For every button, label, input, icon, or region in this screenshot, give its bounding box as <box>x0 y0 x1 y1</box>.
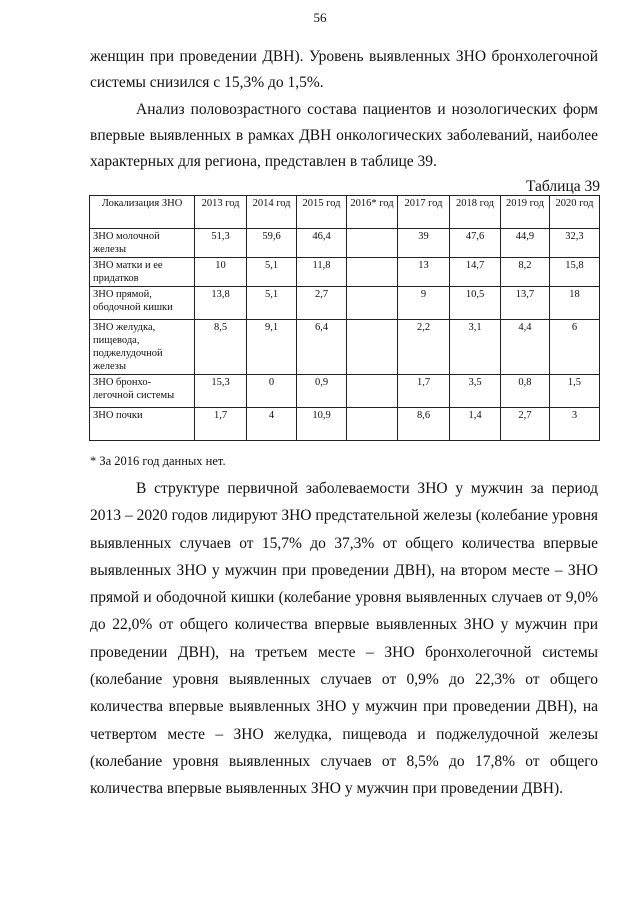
table-row <box>90 258 600 287</box>
header-2020: 2020 год <box>549 196 599 229</box>
table-cell: 5,1 <box>247 258 297 287</box>
table-cell: 8,2 <box>501 258 550 287</box>
row-label: ЗНО матки и ее придатков <box>90 258 195 287</box>
table-cell: 5,1 <box>247 287 297 320</box>
table-cell: 15,8 <box>549 258 599 287</box>
table-cell: 46,4 <box>297 229 347 258</box>
table-row <box>90 229 600 258</box>
header-2019: 2019 год <box>501 196 550 229</box>
table-cell: 11,8 <box>297 258 347 287</box>
table-cell <box>347 320 398 375</box>
table-row <box>90 375 600 408</box>
table-cell: 10 <box>195 258 247 287</box>
table-cell: 0,8 <box>501 375 550 408</box>
table-cell: 51,3 <box>195 229 247 258</box>
table-cell: 32,3 <box>549 229 599 258</box>
table-cell: 39 <box>398 229 450 258</box>
table-cell <box>347 408 398 441</box>
table-cell: 2,7 <box>297 287 347 320</box>
header-2018: 2018 год <box>450 196 501 229</box>
table-cell: 1,7 <box>398 375 450 408</box>
row-label: ЗНО молочной железы <box>90 229 195 258</box>
table-header-row <box>90 196 600 229</box>
table-cell: 6 <box>549 320 599 375</box>
table-cell: 2,7 <box>501 408 550 441</box>
table-cell: 3,5 <box>450 375 501 408</box>
table-cell: 0,9 <box>297 375 347 408</box>
table-cell: 13,7 <box>501 287 550 320</box>
table-cell: 2,2 <box>398 320 450 375</box>
table-cell: 3,1 <box>450 320 501 375</box>
paragraph-3: В структуре первичной заболеваемости ЗНО у мужчин за период 2013 – 2020 годов лидируют ЗНО предстательной железы (колебание уровня выявленных случаев от 15,7% до 37,3% от общего количества впервые выявленных ЗНО у мужчин при проведении ДВН), на втором месте – ЗНО прямой и ободочной кишки (колебание уровня выявленных случаев от 9,0% до 22,0% от общего количества впервые выявленных ЗНО у мужчин при проведении ДВН), на третьем месте – ЗНО бронхолегочной системы (колебание уровня выявленных случаев от 0,9% до 22,3% от общего количества впервые выявленных ЗНО у мужчин при проведении ДВН), на четвертом месте – ЗНО желудка, пищевода и поджелудочной железы (колебание уровня выявленных случаев от 8,5% до 17,8% от общего количества впервые выявленных ЗНО у мужчин при проведении ДВН). <box>90 480 598 798</box>
header-2017: 2017 год <box>398 196 450 229</box>
header-localization: Локализация ЗНО <box>90 196 195 229</box>
header-2014: 2014 год <box>247 196 297 229</box>
table-cell <box>347 229 398 258</box>
table-row <box>90 287 600 320</box>
table-cell: 9,1 <box>247 320 297 375</box>
table-cell: 8,6 <box>398 408 450 441</box>
table-caption: Таблица 39 <box>525 178 600 195</box>
table-cell: 1,7 <box>195 408 247 441</box>
table-cell: 1,5 <box>549 375 599 408</box>
table-cell: 18 <box>549 287 599 320</box>
table-row <box>90 408 600 441</box>
table-cell: 13 <box>398 258 450 287</box>
table-cell: 1,4 <box>450 408 501 441</box>
table-cell: 4,4 <box>501 320 550 375</box>
header-2015: 2015 год <box>297 196 347 229</box>
header-2013: 2013 год <box>195 196 247 229</box>
data-table <box>89 195 600 441</box>
table-cell: 47,6 <box>450 229 501 258</box>
row-label: ЗНО прямой, ободочной кишки <box>90 287 195 320</box>
table-cell: 4 <box>247 408 297 441</box>
table-cell: 44,9 <box>501 229 550 258</box>
table-cell: 9 <box>398 287 450 320</box>
table-cell: 10,9 <box>297 408 347 441</box>
table-cell: 8,5 <box>195 320 247 375</box>
table-cell: 10,5 <box>450 287 501 320</box>
table-cell: 59,6 <box>247 229 297 258</box>
table-cell: 13,8 <box>195 287 247 320</box>
table-cell <box>347 258 398 287</box>
paragraph-2: Анализ половозрастного состава пациентов и нозологических форм впервые выявленных в рамках ДВН онкологических заболеваний, наиболее характерных для региона, представлен в таблице 39. <box>90 101 598 170</box>
row-label: ЗНО желудка, пищевода, поджелудочной железы <box>90 320 195 375</box>
row-label: ЗНО почки <box>90 408 195 441</box>
paragraph-1: женщин при проведении ДВН). Уровень выявленных ЗНО бронхолегочной системы снизился с 15,3% до 1,5%. <box>90 48 598 91</box>
row-label: ЗНО бронхо-легочной системы <box>90 375 195 408</box>
page-number: 56 <box>313 10 327 25</box>
table-cell: 3 <box>549 408 599 441</box>
table-cell: 0 <box>247 375 297 408</box>
table-row <box>90 320 600 375</box>
table-cell: 14,7 <box>450 258 501 287</box>
table-cell <box>347 287 398 320</box>
table-cell: 15,3 <box>195 375 247 408</box>
header-2016: 2016* год <box>347 196 398 229</box>
table-cell: 6,4 <box>297 320 347 375</box>
table-cell <box>347 375 398 408</box>
table-footnote: * За 2016 год данных нет. <box>90 454 226 468</box>
